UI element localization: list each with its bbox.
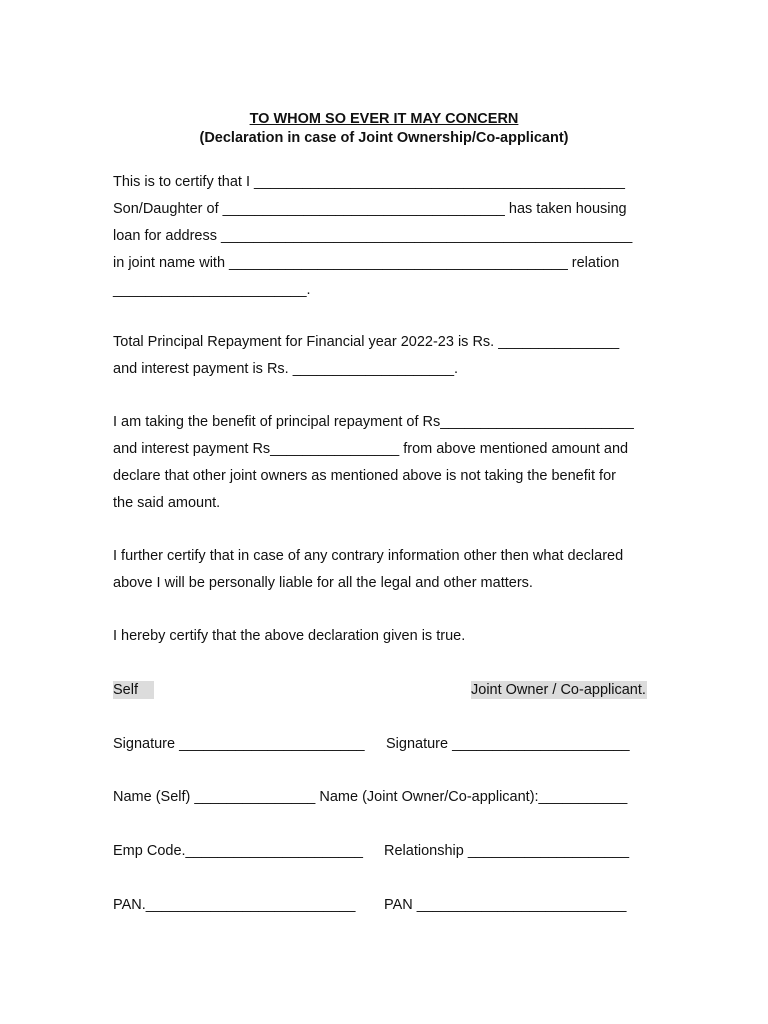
loan-address-line: loan for address ___________________________________________________ [113,228,633,244]
pan-joint-field: PAN __________________________ [384,897,627,913]
benefit-principal-line: I am taking the benefit of principal repayment of Rs________________________ [113,414,634,430]
said-amount-line: the said amount. [113,495,221,511]
interest-payment-line: and interest payment is Rs. ____________________. [113,361,459,377]
benefit-interest-line: and interest payment Rs________________ from above mentioned amount and [113,441,629,457]
name-fields-line: Name (Self) _______________ Name (Joint Owner/Co-applicant):___________ [113,789,628,805]
document-title: TO WHOM SO EVER IT MAY CONCERN [249,111,519,127]
liability-line: above I will be personally liable for all the legal and other matters. [113,575,533,591]
document-subtitle: (Declaration in case of Joint Ownership/Co-applicant) [199,130,569,146]
declare-joint-owners-line: declare that other joint owners as mentioned above is not taking the benefit for [113,468,616,484]
self-label-wrapper [113,681,154,699]
joint-owner-label: Joint Owner / Co-applicant. [471,682,646,698]
certify-name-line: This is to certify that I ______________________________________________ [113,174,625,190]
relationship-field: Relationship ____________________ [384,843,630,859]
relation-line: ________________________. [113,282,311,298]
contrary-info-line: I further certify that in case of any contrary information other then what declared [113,548,624,564]
signature-self-field: Signature _______________________ [113,736,365,752]
pan-self-field: PAN.__________________________ [113,897,356,913]
signature-joint-field: Signature ______________________ [386,736,630,752]
true-declaration-line: I hereby certify that the above declaration given is true. [113,628,466,644]
principal-repayment-line: Total Principal Repayment for Financial year 2022-23 is Rs. _______________ [113,334,620,350]
self-label: Self [113,681,154,699]
joint-name-line: in joint name with __________________________________________ relation [113,255,620,271]
son-daughter-line: Son/Daughter of ___________________________________ has taken housing [113,201,627,217]
joint-owner-label-wrapper [471,681,647,699]
emp-code-field: Emp Code.______________________ [113,843,363,859]
